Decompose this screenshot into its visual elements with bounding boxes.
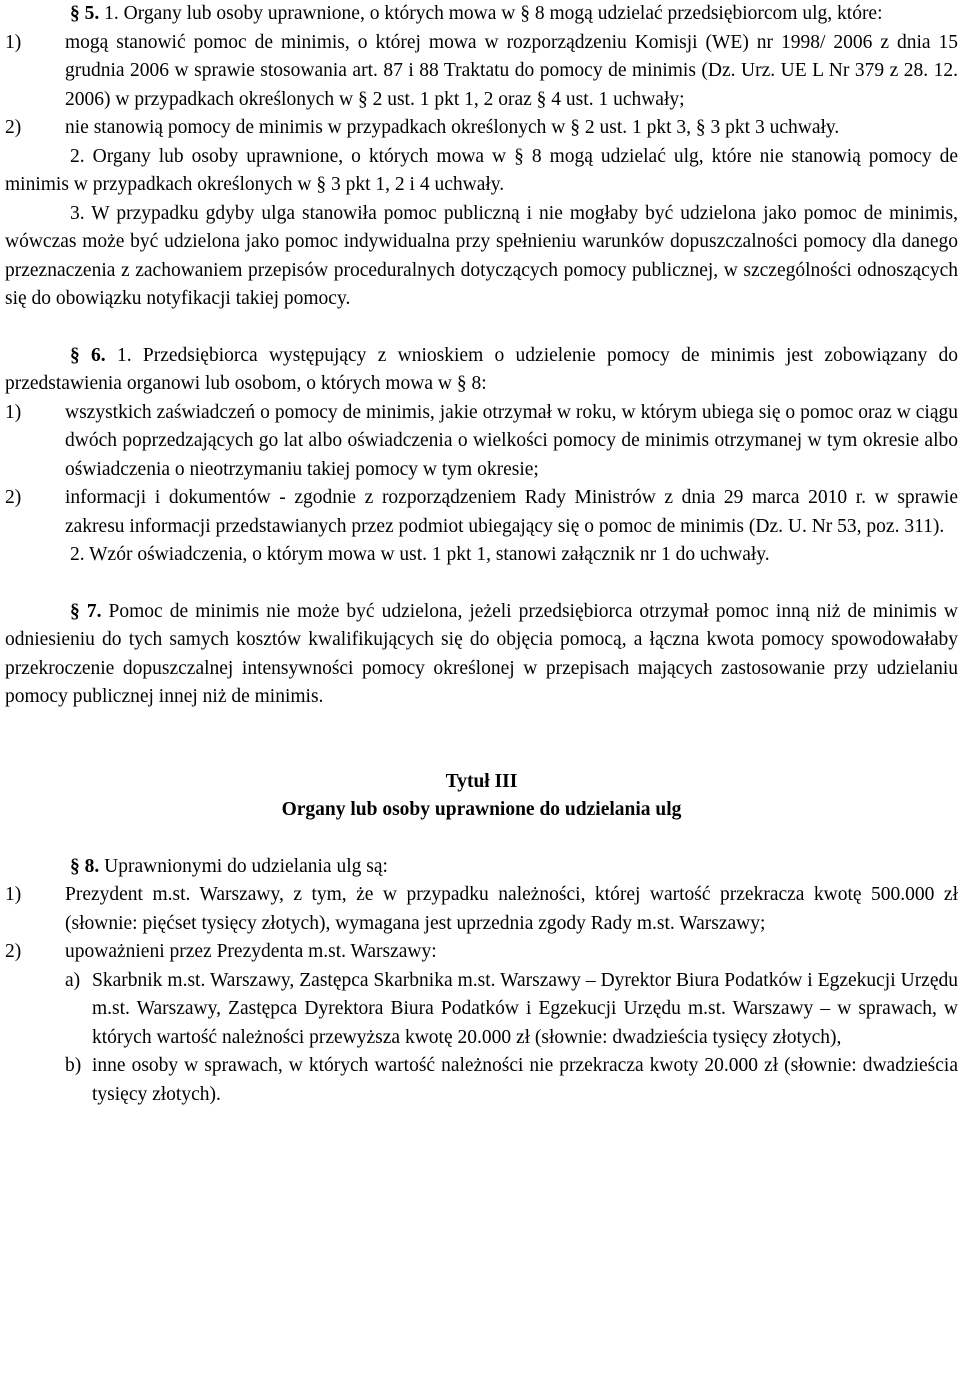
section-5-para-1-sign: §	[520, 3, 530, 24]
section-8-sign: §	[70, 855, 80, 877]
item-text: wszystkich zaświadczeń o pomocy de minimis, jakie otrzymał w roku, w którym ubiega się o pomoc oraz w ciągu dwóch poprzedzających go lat albo oświadczenia o wielkości pomocy de minimis otrzymanej w tym okresie albo oświadczenia o nieotrzymaniu takiej pomocy w tym okresie;	[65, 401, 958, 480]
section-6-sign: §	[70, 344, 80, 366]
item-number: 2)	[5, 941, 22, 962]
spacer	[5, 712, 958, 740]
title-heading: Tytuł III	[445, 770, 518, 792]
section-7-number: 7.	[86, 600, 102, 622]
spacer	[5, 740, 958, 768]
section-8-lead: Uprawnionymi do udzielania ulg są:	[104, 855, 388, 877]
item-number: 1)	[5, 884, 22, 905]
section-7-text: Pomoc de minimis nie może być udzielona, jeżeli przedsiębiorca otrzymał pomoc inną niż de minimis w odniesieniu do tych samych kosztów kwalifikujących się do objęcia pomocą, a łączna kwota pomocy spowodowałaby przekroczenie dopuszczalnej intensywności pomocy określonej w przepisach mających zastosowanie przy udzielaniu pomocy publicznej innej niż de minimis.	[5, 600, 959, 707]
item-text: informacji i dokumentów - zgodnie z rozporządzeniem Rady Ministrów z dnia 29 marca 2010 r. w sprawie zakresu informacji przedstawianych przez podmiot ubiegający się o pomoc de minimis (Dz. U. Nr 53, poz. 311).	[65, 487, 958, 537]
section-7-sign: §	[70, 600, 80, 622]
subitem-text: Skarbnik m.st. Warszawy, Zastępca Skarbnika m.st. Warszawy – Dyrektor Biura Podatków i Egzekucji Urzędu m.st. Warszawy, Zastępca Dyrektora Biura Podatków i Egzekucji Urzędu m.st. Warszawy – w sprawach, w których wartość należności przewyższa kwotę 20.000 zł (słownie: dwadzieścia tysięcy złotych),	[92, 969, 958, 1048]
section-5-para-3: 3. W przypadku gdyby ulga stanowiła pomoc publiczną i nie mogłaby być udzielona jako pomoc de minimis, wówczas może być udzielona jako pomoc indywidualna przy spełnieniu warunków dopuszczalności pomocy dla danego przeznaczenia z zachowaniem przepisów proceduralnych dotyczących pomocy publicznej, w szczególności odnoszących się do obowiązku notyfikacji takiej pomocy.	[5, 202, 958, 309]
subitem-text: inne osoby w sprawach, w których wartość należności nie przekracza kwoty 20.000 zł (słownie: dwadzieścia tysięcy złotych).	[92, 1055, 958, 1105]
item-number: 1)	[5, 401, 22, 423]
section-6-para-2: 2. Wzór oświadczenia, o którym mowa w ust. 1 pkt 1, stanowi załącznik nr 1 do uchwały.	[70, 544, 770, 565]
section-8-subitem-a	[65, 967, 958, 1053]
section-6-para-1: 1. Przedsiębiorca występujący z wnioskiem o udzielenie pomocy de minimis jest zobowiązany do przedstawienia organowi lub osobom, o których mowa w § 8:	[5, 344, 959, 394]
title-subheading: Organy lub osoby uprawnione do udzielania ulg	[281, 799, 682, 820]
item-number: 2)	[5, 487, 22, 508]
item-text: nie stanowią pomocy de minimis w przypadkach określonych w § 2 ust. 1 pkt 3, § 3 pkt 3 uchwały.	[65, 117, 840, 138]
section-8-subitem-b	[65, 1052, 958, 1109]
subitem-letter: a)	[65, 969, 81, 991]
section-6-number: 6.	[91, 344, 106, 366]
section-5-para-1-tail: 8 mogą udzielać przedsiębiorcom ulg, które:	[534, 3, 883, 24]
section-5-intro	[5, 0, 958, 29]
spacer	[5, 825, 958, 853]
section-5-para-2: 2. Organy lub osoby uprawnione, o których mowa w § 8 mogą udzielać ulg, które nie stanowią pomocy de minimis w przypadkach określonych w § 3 pkt 1, 2 i 4 uchwały.	[5, 145, 958, 195]
subitem-letter: b)	[65, 1055, 82, 1076]
item-text: mogą stanowić pomoc de minimis, o której mowa w rozporządzeniu Komisji (WE) nr 1998/ 2006 z dnia 15 grudnia 2006 w sprawie stosowania art. 87 i 88 Traktatu do pomocy de minimis (Dz. Urz. UE L Nr 379 z 28. 12. 2006) w przypadkach określonych w § 2 ust. 1 pkt 1, 2 oraz § 4 ust. 1 uchwały;	[65, 31, 958, 110]
item-text: upoważnieni przez Prezydenta m.st. Warszawy:	[65, 941, 437, 962]
section-5-para-1-lead: 1. Organy lub osoby uprawnione, o których mowa w	[104, 3, 516, 24]
section-8-item-2	[5, 938, 958, 967]
section-5-item-2	[5, 114, 958, 143]
item-text: Prezydent m.st. Warszawy, z tym, że w przypadku należności, której wartość przekracza kwotę 500.000 zł (słownie: pięćset tysięcy złotych), wymagana jest uprzednia zgody Rady m.st. Warszawy;	[65, 884, 958, 934]
item-number: 2)	[5, 117, 22, 138]
spacer	[5, 570, 958, 598]
item-number: 1)	[5, 31, 22, 53]
section-6-item-1	[5, 399, 958, 485]
section-5-number: 5.	[84, 3, 100, 24]
section-8-intro	[5, 853, 958, 882]
section-5-item-1	[5, 29, 958, 115]
section-6-item-2	[5, 484, 958, 541]
section-8-item-1	[5, 881, 958, 938]
spacer	[5, 314, 958, 342]
section-8-number: 8.	[84, 855, 100, 877]
section-6-intro	[5, 342, 958, 399]
section-7	[5, 598, 958, 712]
section-5-sign: §	[70, 3, 80, 24]
